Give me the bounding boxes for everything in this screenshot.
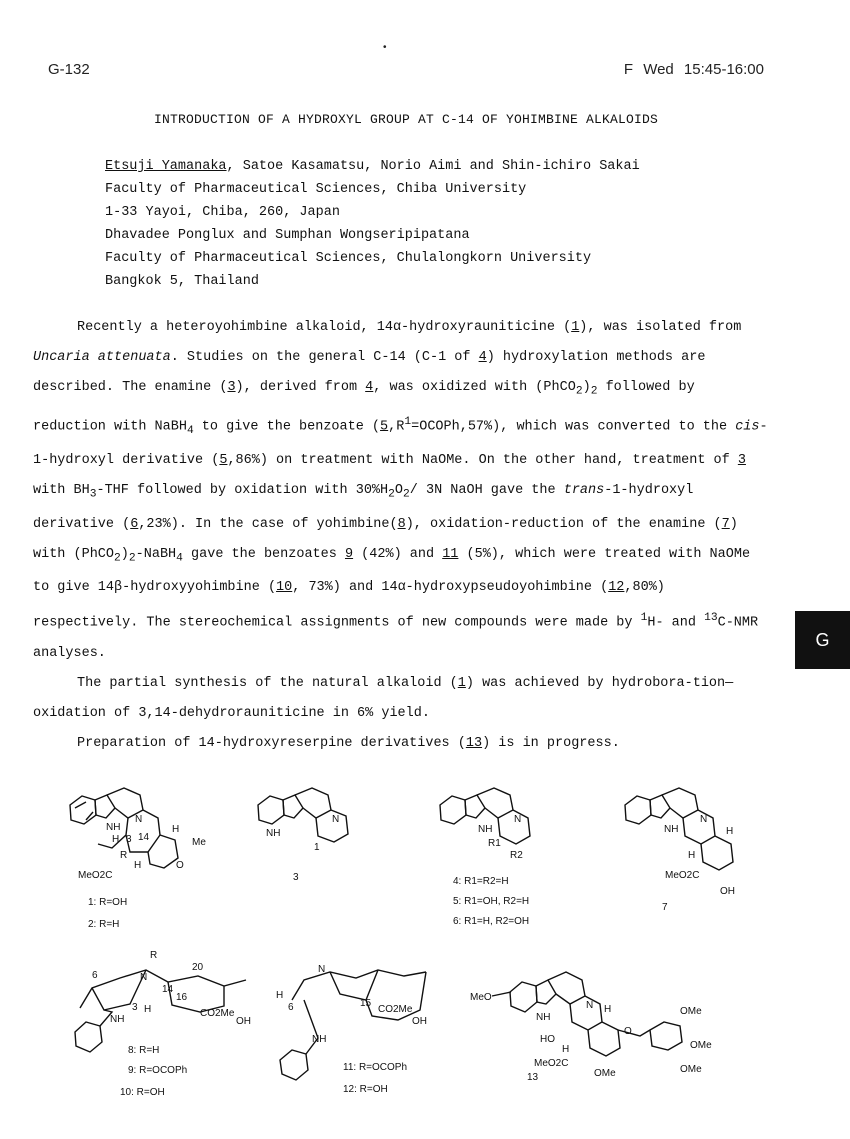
label-compound-13: 13 — [527, 1072, 539, 1083]
session-time: F Wed 15:45-16:00 — [623, 61, 764, 78]
affiliation-2: Faculty of Pharmaceutical Sciences, Chulalongkorn University — [105, 251, 592, 266]
svg-text:N: N — [140, 972, 148, 983]
svg-text:MeO2C: MeO2C — [78, 870, 113, 881]
label-compound-2: 2: R=H — [88, 919, 120, 930]
svg-text:H: H — [134, 860, 142, 871]
label-compound-10: 10: R=OH — [120, 1087, 165, 1098]
svg-text:MeO: MeO — [470, 992, 492, 1003]
svg-text:HO: HO — [540, 1034, 555, 1045]
svg-text:H: H — [276, 990, 284, 1001]
svg-text:15: 15 — [360, 998, 372, 1009]
svg-text:R: R — [150, 950, 158, 961]
svg-text:H: H — [604, 1004, 612, 1015]
label-compound-6: 6: R1=H, R2=OH — [453, 916, 530, 927]
section-tab: G — [795, 611, 850, 669]
svg-text:14: 14 — [138, 832, 150, 843]
top-dot: • — [383, 42, 387, 53]
svg-text:OH: OH — [720, 886, 735, 897]
svg-text:OMe: OMe — [594, 1068, 616, 1079]
label-compound-3: 3 — [293, 872, 299, 883]
svg-text:Me: Me — [192, 837, 206, 848]
svg-text:N: N — [514, 814, 522, 825]
svg-text:NH: NH — [478, 824, 493, 835]
address-2: Bangkok 5, Thailand — [105, 274, 259, 289]
svg-text:H: H — [562, 1044, 570, 1055]
paragraph-2: The partial synthesis of the natural alkaloid (1) was achieved by hydrobora-tion—oxidation of 3,14-dehydrorauniticine in 6% yield. — [33, 675, 734, 721]
structure-8-10 — [75, 950, 251, 1052]
svg-text:O: O — [176, 860, 184, 871]
svg-text:NH: NH — [664, 824, 679, 835]
structure-3 — [258, 788, 348, 853]
author-block — [105, 155, 640, 293]
label-compound-11: 11: R=OCOPh — [343, 1062, 408, 1073]
svg-text:20: 20 — [192, 962, 204, 973]
svg-text:H: H — [112, 834, 120, 845]
paragraph-1: Recently a heteroyohimbine alkaloid, 14α-hydroxyrauniticine (1), was isolated from Uncaria attenuata. Studies on the general C-14 (C-1 of 4) hydroxylation methods are described. The enamine (3), derived from 4, was oxidized with $(PhCO_2)_2$ followed by reduction with NaBH$_4$ to give the benzoate $(5,R^1=OCOPh,57\%)$, which was converted to the cis-1-hydroxyl derivative (5,86%) on treatment with NaOMe. On the other hand, treatment of 3 with $BH_3$-THF followed by oxidation with $30\%H_2O_2/$ 3N NaOH gave the trans-1-hydroxyl derivative (6,23%). In the case of yohimbine(8), oxidation-reduction of the enamine (7) with $(PhCO_2)_2-NaBH_4$ gave the benzoates 9 (42%) and 11 (5%), which were treated with NaOMe to give 14β-hydroxyyohimbine (10, 73%) and 14α-hydroxypseudoyohimbine (12,80%) respectively. The stereochemical assignments of new compounds were made by $^1$H- and $^{13}$C-NMR analyses. — [33, 320, 768, 661]
svg-text:NH: NH — [312, 1034, 327, 1045]
structure-1 — [70, 788, 206, 881]
svg-text:O: O — [624, 1026, 632, 1037]
abstract-body — [33, 313, 773, 759]
svg-text:OH: OH — [412, 1016, 427, 1027]
label-compound-4: 4: R1=R2=H — [453, 876, 509, 887]
address-1: 1-33 Yayoi, Chiba, 260, Japan — [105, 205, 340, 220]
svg-text:MeO2C: MeO2C — [534, 1058, 569, 1069]
svg-text:R2: R2 — [510, 850, 523, 861]
author-line-2: Dhavadee Ponglux and Sumphan Wongseripipatana — [105, 228, 470, 243]
paper-title: INTRODUCTION OF A HYDROXYL GROUP AT C-14 OF YOHIMBINE ALKALOIDS — [153, 112, 659, 127]
svg-text:CO2Me: CO2Me — [378, 1004, 413, 1015]
svg-text:3: 3 — [132, 1002, 138, 1013]
presenting-author: Etsuji Yamanaka — [105, 159, 227, 174]
svg-text:OMe: OMe — [690, 1040, 712, 1051]
coauthors: , Satoe Kasamatsu, Norio Aimi and Shin-ichiro Sakai — [226, 159, 640, 174]
svg-text:1: 1 — [314, 842, 320, 853]
affiliation-1: Faculty of Pharmaceutical Sciences, Chiba University — [105, 182, 527, 197]
svg-text:R1: R1 — [488, 838, 501, 849]
label-compound-5: 5: R1=OH, R2=H — [453, 896, 530, 907]
svg-text:N: N — [135, 814, 143, 825]
svg-text:N: N — [318, 964, 326, 975]
svg-text:NH: NH — [266, 828, 281, 839]
svg-text:NH: NH — [536, 1012, 551, 1023]
structures-figure — [0, 760, 790, 1120]
svg-text:3: 3 — [126, 834, 132, 845]
svg-text:OMe: OMe — [680, 1006, 702, 1017]
label-compound-1: 1: R=OH — [88, 897, 128, 908]
svg-text:OMe: OMe — [680, 1064, 702, 1075]
label-compound-7: 7 — [662, 902, 668, 913]
structure-13 — [470, 972, 712, 1079]
svg-text:H: H — [688, 850, 696, 861]
svg-text:N: N — [586, 1000, 594, 1011]
label-compound-12: 12: R=OH — [343, 1084, 388, 1095]
svg-text:N: N — [700, 814, 708, 825]
structure-4-6 — [440, 788, 530, 861]
abstract-code: G-132 — [48, 61, 90, 78]
label-compound-8: 8: R=H — [128, 1045, 160, 1056]
svg-text:6: 6 — [92, 970, 98, 981]
svg-text:MeO2C: MeO2C — [665, 870, 700, 881]
svg-text:NH: NH — [110, 1014, 125, 1025]
paragraph-3: Preparation of 14-hydroxyreserpine derivatives (13) is in progress. — [77, 735, 620, 751]
svg-text:H: H — [144, 1004, 152, 1015]
author-line-1 — [105, 155, 640, 178]
svg-text:14: 14 — [162, 984, 174, 995]
svg-text:R: R — [120, 850, 128, 861]
svg-text:NH: NH — [106, 822, 121, 833]
svg-text:H: H — [726, 826, 734, 837]
svg-text:N: N — [332, 814, 340, 825]
label-compound-9: 9: R=OCOPh — [128, 1065, 188, 1076]
svg-text:CO2Me: CO2Me — [200, 1008, 235, 1019]
svg-text:6: 6 — [288, 1002, 294, 1013]
svg-text:OH: OH — [236, 1016, 251, 1027]
svg-text:H: H — [172, 824, 180, 835]
structure-7 — [625, 788, 735, 897]
svg-text:16: 16 — [176, 992, 188, 1003]
